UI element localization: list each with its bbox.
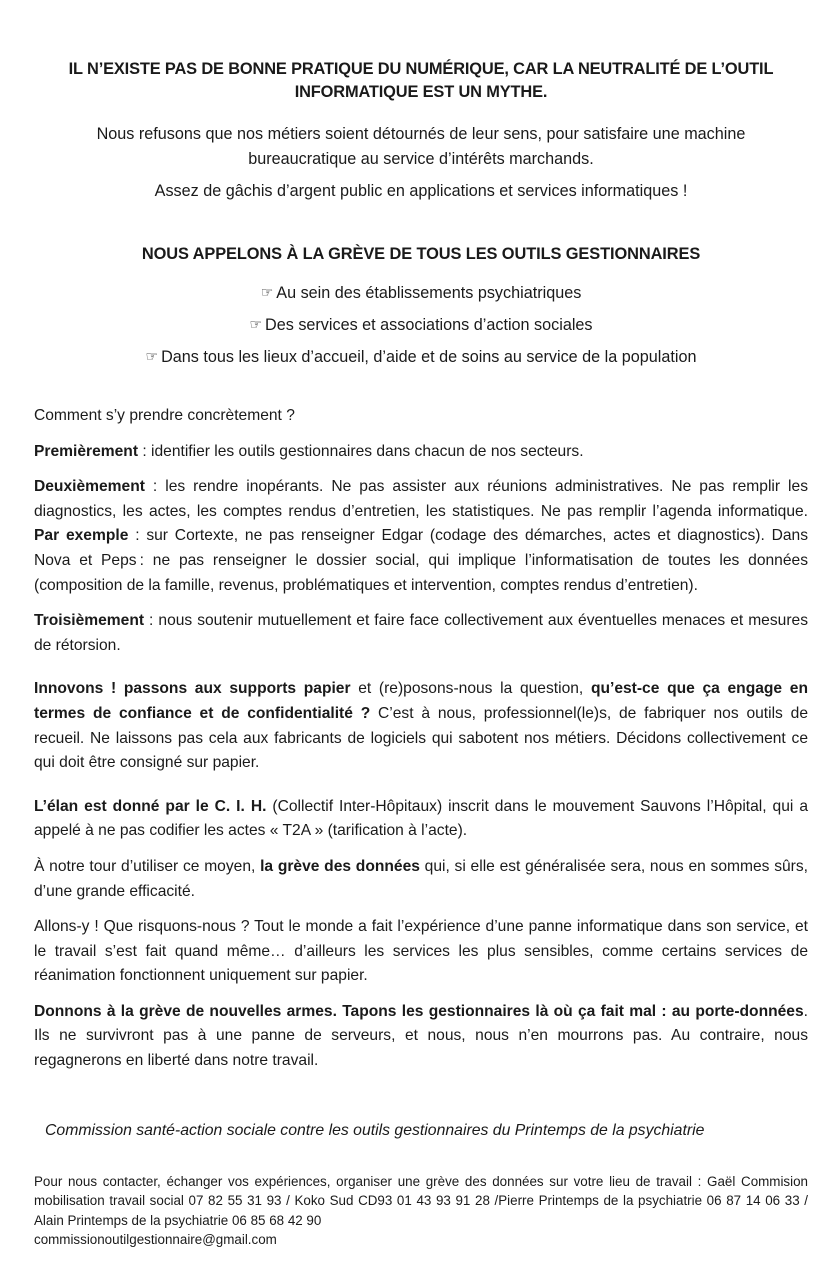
paragraph-lead-in: Donnons à la grève de nouvelles armes. Tapons les gestionnaires là où ça fait mal : au porte-données: [34, 1002, 804, 1020]
lead-block: [34, 122, 808, 204]
paragraph-lead-in: Deuxièmement: [34, 478, 145, 496]
paragraph-text-continued: C’est à nous, professionnel(le)s, de fabriquer nos outils de recueil. Ne laissons pas cela aux fabricants de logiciels qui sabotent nos métiers. Décidons collectivement ce qui doit être consigné sur papier.: [34, 704, 808, 772]
paragraph-troisiemement: [34, 609, 808, 658]
lead-paragraph-1: Nous refusons que nos métiers soient détournés de leur sens, pour satisfaire une machine bureaucratique au service d’intérêts marchands.: [96, 125, 746, 168]
paragraph-text-continued: : sur Cortexte, ne pas renseigner Edgar (codage des démarches, actes et diagnostics). Dans Nova et Peps : ne pas renseigner le dossier social, qui implique l’informatisation de toutes les données (composition de la famille, revenus, problématiques et intervention, comptes rendus d’entretien).: [34, 527, 808, 594]
paragraph-emphasis: Par exemple: [34, 527, 129, 545]
paragraph-intro-question: Comment s’y prendre concrètement ?: [34, 407, 295, 424]
paragraph-greve-des-donnees: [34, 855, 808, 904]
paragraph-text-continued: qui, si elle est généralisée sera, nous en sommes sûrs, d’une grande efficacité.: [34, 857, 808, 900]
list-item-label: Au sein des établissements psychiatriques: [276, 284, 582, 302]
list-item-label: Dans tous les lieux d’accueil, d’aide et de soins au service de la population: [161, 348, 697, 366]
paragraph-text: . Ils ne survivront pas à une panne de serveurs, et nous, nous n’en mourrons pas. Au contraire, nous regagnerons en liberté dans notre travail.: [34, 1002, 808, 1070]
paragraph-text: : nous soutenir mutuellement et faire face collectivement aux éventuelles menaces et mesures de rétorsion.: [34, 612, 808, 654]
body-block: [34, 404, 808, 1074]
list-item: [34, 281, 808, 307]
paragraph-premierement: [34, 440, 808, 465]
list-item: [34, 345, 808, 371]
pointing-hand-icon: ☞: [260, 285, 274, 301]
signature-line: Commission santé-action sociale contre les outils gestionnaires du Printemps de la psychiatrie: [45, 1121, 705, 1139]
call-to-action-title: NOUS APPELONS À LA GRÈVE DE TOUS LES OUTILS GESTIONNAIRES: [141, 245, 701, 263]
list-item-label: Des services et associations d’action sociales: [265, 316, 593, 334]
contact-email: commissionoutilgestionnaire@gmail.com: [34, 1232, 277, 1248]
lead-paragraph-2: Assez de gâchis d’argent public en applications et services informatiques !: [154, 182, 688, 200]
paragraph-text: : les rendre inopérants. Ne pas assister aux réunions administratives. Ne pas remplir les diagnostics, les actes, les comptes rendus d’entretien, les statistiques. Ne pas remplir l’agenda informatique.: [34, 478, 808, 520]
paragraph-lead-in: Premièrement: [34, 442, 139, 460]
paragraph-text: : identifier les outils gestionnaires dans chacun de nos secteurs.: [138, 442, 584, 460]
title-block: [34, 0, 808, 104]
paragraph-donnons: [34, 1000, 808, 1074]
paragraph-lead-in: Troisièmement: [34, 612, 145, 630]
paragraph-allons-y: Allons-y ! Que risquons-nous ? Tout le monde a fait l’expérience d’une panne informatique dans son service, et le travail s’est fait quand même… d’ailleurs les services les plus sensibles, comme certains services de réanimation fonctionnent uniquement sur papier.: [34, 918, 808, 985]
paragraph-emphasis: la grève des données: [260, 857, 420, 875]
list-item: [34, 313, 808, 339]
paragraph-lead-in: L’élan est donné par le C. I. H.: [34, 797, 267, 815]
paragraph-innovons: [34, 677, 808, 775]
paragraph-text: À notre tour d’utiliser ce moyen,: [34, 857, 261, 875]
contact-block: [34, 1172, 808, 1250]
paragraph-emphasis: qu’est-ce que ça engage en termes de confiance et de confidentialité ?: [34, 680, 808, 722]
paragraph-text: et (re)posons-nous la question,: [350, 680, 591, 698]
paragraph-deuxiemement: [34, 475, 808, 598]
pointing-hand-icon: ☞: [249, 317, 263, 333]
paragraph-cih: [34, 795, 808, 844]
document-page: [34, 0, 808, 1264]
bullet-list: [34, 281, 808, 371]
pointing-hand-icon: ☞: [145, 349, 159, 365]
paragraph-lead-in: Innovons ! passons aux supports papier: [34, 680, 351, 698]
page-title: IL N’EXISTE PAS DE BONNE PRATIQUE DU NUMÉRIQUE, CAR LA NEUTRALITÉ DE L’OUTIL INFORMATIQUE EST UN MYTHE.: [68, 60, 774, 101]
paragraph-text: (Collectif Inter-Hôpitaux) inscrit dans le mouvement Sauvons l’Hôpital, qui a appelé à ne pas codifier les actes « T2A » (tarification à l’acte).: [34, 797, 808, 840]
contact-details: Pour nous contacter, échanger vos expériences, organiser une grève des données sur votre lieu de travail : Gaël Commision mobilisation travail social 07 82 55 31 93 / Koko Sud CD93 01 43 93 91 28 /Pierre Printemps de la psychiatrie 06 87 14 06 33 / Alain Printemps de la psychiatrie 06 85 68 42 90: [34, 1173, 808, 1228]
